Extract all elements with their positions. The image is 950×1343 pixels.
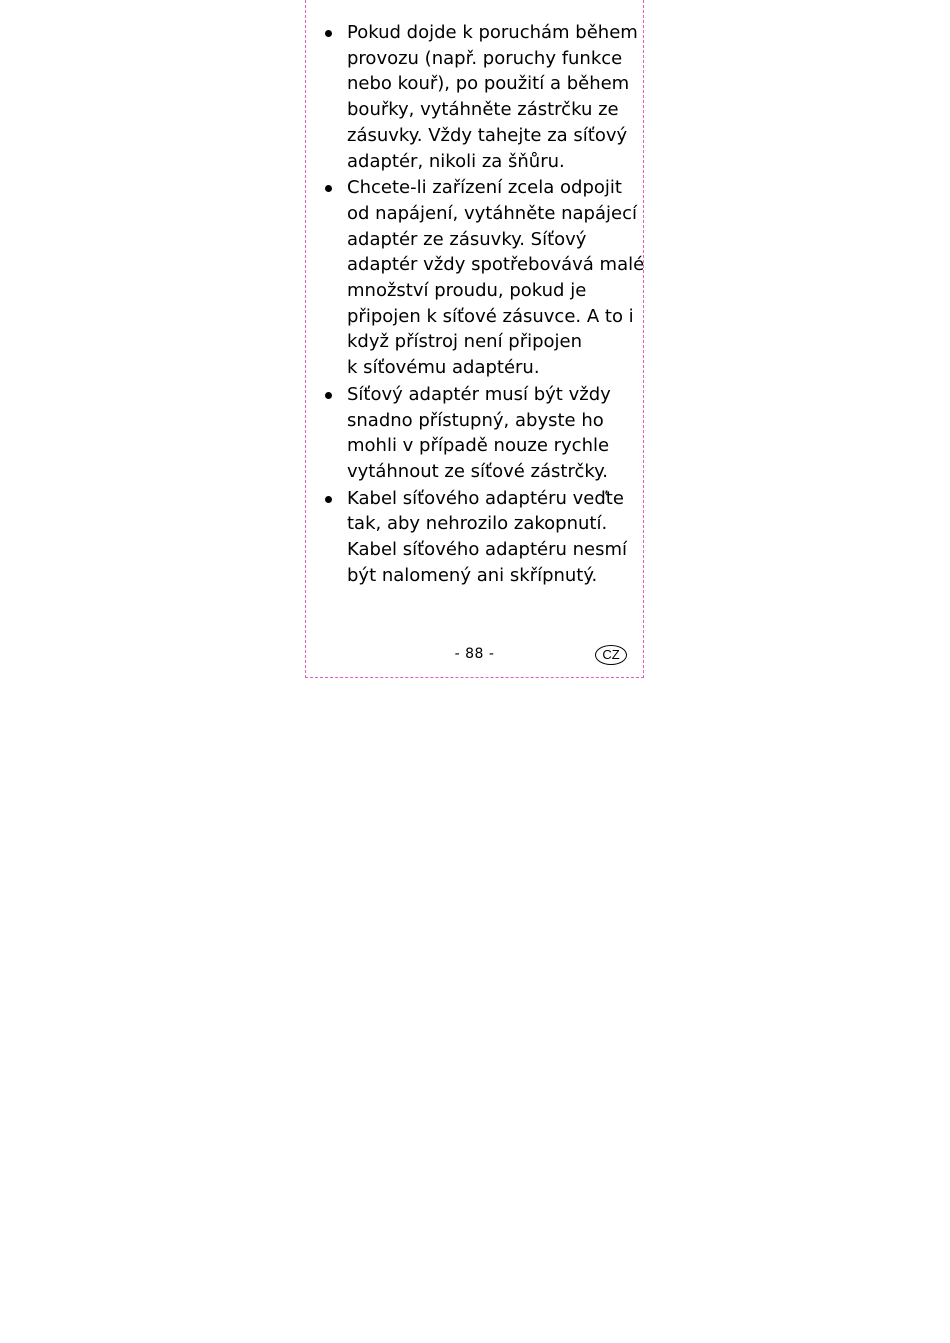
manual-page xyxy=(305,0,644,678)
bullet-icon xyxy=(325,496,332,503)
instruction-line: nebo kouř), po použití a během xyxy=(347,73,630,95)
instruction-line: k síťovému adaptéru. xyxy=(347,357,540,379)
instruction-line: Pokud dojde k poruchám během xyxy=(347,22,638,43)
instruction-line: od napájení, vytáhněte napájecí xyxy=(347,202,637,224)
instruction-line: Síťový adaptér musí být vždy xyxy=(347,383,611,405)
page-number: - 88 - xyxy=(454,646,495,662)
instruction-line: provozu (např. poruchy funkce xyxy=(347,47,623,69)
instruction-line: vytáhnout ze síťové zástrčky. xyxy=(347,460,608,482)
instruction-line: být nalomený ani skřípnutý. xyxy=(347,564,598,586)
safety-instructions-list xyxy=(306,20,643,589)
instruction-line: zásuvky. Vždy tahejte za síťový xyxy=(347,124,628,146)
instruction-line: množství proudu, pokud je xyxy=(347,280,587,302)
instruction-line: když přístroj není připojen xyxy=(347,331,583,353)
language-badge: CZ xyxy=(595,645,627,665)
list-item xyxy=(306,382,643,485)
instruction-line: tak, aby nehrozilo zakopnutí. xyxy=(347,513,608,535)
instruction-line: adaptér, nikoli za šňůru. xyxy=(347,150,565,172)
instruction-line: bouřky, vytáhněte zástrčku ze xyxy=(347,99,619,121)
instruction-line: adaptér vždy spotřebovává malé xyxy=(347,254,645,276)
instruction-line: Kabel síťového adaptéru nesmí xyxy=(347,539,628,561)
bullet-icon xyxy=(325,30,332,37)
list-item xyxy=(306,20,643,174)
list-item xyxy=(306,175,643,381)
instruction-line: Chcete-li zařízení zcela odpojit xyxy=(347,177,622,199)
instruction-line: adaptér ze zásuvky. Síťový xyxy=(347,228,587,250)
bullet-icon xyxy=(325,392,332,399)
bullet-icon xyxy=(325,185,332,192)
instruction-line: mohli v případě nouze rychle xyxy=(347,435,610,457)
page-footer xyxy=(306,644,643,668)
instruction-line: připojen k síťové zásuvce. A to i xyxy=(347,305,634,327)
instruction-line: snadno přístupný, abyste ho xyxy=(347,409,604,431)
list-item xyxy=(306,486,643,589)
instruction-line: Kabel síťového adaptéru veďte xyxy=(347,487,624,509)
